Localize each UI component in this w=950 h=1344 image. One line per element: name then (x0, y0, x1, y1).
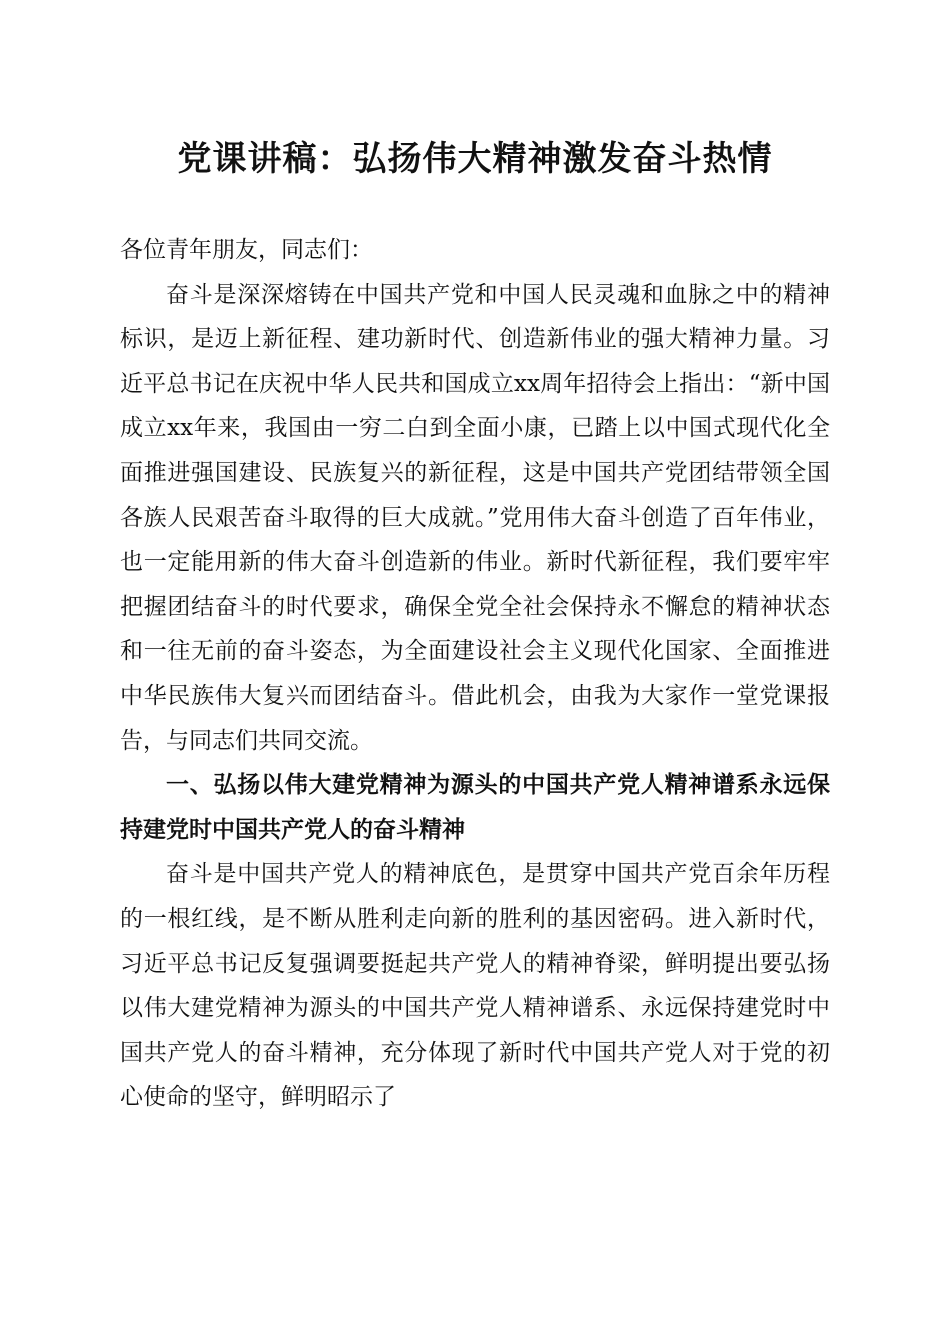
paragraph-1: 奋斗是深深熔铸在中国共产党和中国人民灵魂和血脉之中的精神标识，是迈上新征程、建功新时代、创造新伟业的强大精神力量。习近平总书记在庆祝中华人民共和国成立xx周年招待会上指出：“新中国成立xx年来，我国由一穷二白到全面小康，已踏上以中国式现代化全面推进强国建设、民族复兴的新征程，这是中国共产党团结带领全国各族人民艰苦奋斗取得的巨大成就。”党用伟大奋斗创造了百年伟业，也一定能用新的伟大奋斗创造新的伟业。新时代新征程，我们要牢牢把握团结奋斗的时代要求，确保全党全社会保持永不懈怠的精神状态和一往无前的奋斗姿态，为全面建设社会主义现代化国家、全面推进中华民族伟大复兴而团结奋斗。借此机会，由我为大家作一堂党课报告，与同志们共同交流。 (120, 281, 830, 754)
document-body (120, 228, 830, 1120)
salutation: 各位青年朋友，同志们： (120, 237, 373, 263)
section-1-heading: 一、弘扬以伟大建党精神为源头的中国共产党人精神谱系永远保持建党时中国共产党人的奋斗精神 (120, 772, 830, 843)
document-title: 党课讲稿：弘扬伟大精神激发奋斗热情 (177, 139, 773, 179)
paragraph-2: 奋斗是中国共产党人的精神底色，是贯穿中国共产党百余年历程的一根红线，是不断从胜利走向新的胜利的基因密码。进入新时代，习近平总书记反复强调要挺起共产党人的精神脊梁，鲜明提出要弘扬以伟大建党精神为源头的中国共产党人精神谱系、永远保持建党时中国共产党人的奋斗精神，充分体现了新时代中国共产党人对于党的初心使命的坚守，鲜明昭示了 (120, 861, 830, 1111)
